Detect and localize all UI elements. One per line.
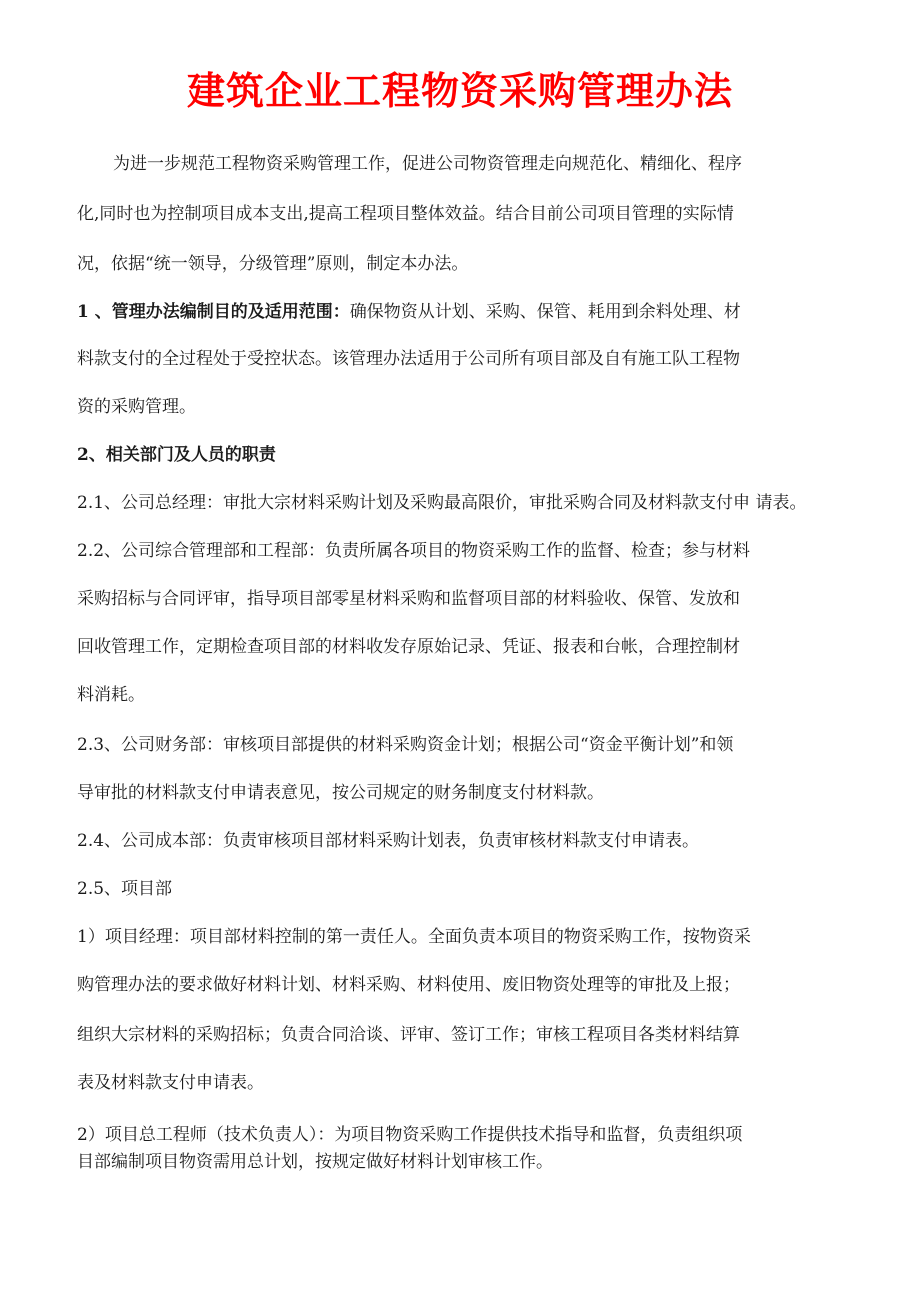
item-chief-engineer-line-1: 2）项目总工程师（技术负责人）：为项目物资采购工作提供技术指导和监督，负责组织项 [77, 1125, 743, 1145]
item-project-manager-line-2: 购管理办法的要求做好材料计划、材料采购、材料使用、废旧物资处理等的审批及上报； [77, 975, 740, 995]
intro-line-3: 况，依据“统一领导，分级管理”原则，制定本办法。 [77, 254, 469, 274]
item-2-4-line-1: 2.4、公司成本部：负责审核项目部材料采购计划表，负责审核材料款支付申请表。 [77, 831, 700, 851]
item-chief-engineer-line-2: 目部编制项目物资需用总计划，按规定做好材料计划审核工作。 [77, 1152, 553, 1172]
document-title: 建筑企业工程物资采购管理办法 [186, 69, 733, 113]
item-2-2-line-1: 2.2、公司综合管理部和工程部：负责所属各项目的物资采购工作的监督、检查；参与材料 [77, 541, 751, 561]
item-2-2-line-2: 采购招标与合同评审，指导项目部零星材料采购和监督项目部的材料验收、保管、发放和 [77, 589, 740, 609]
intro-line-2: 化,同时也为控制项目成本支出,提高工程项目整体效益。结合目前公司项目管理的实际情 [77, 204, 734, 224]
section-1-line-1 [77, 301, 741, 323]
item-project-manager-line-1: 1）项目经理：项目部材料控制的第一责任人。全面负责本项目的物资采购工作，按物资采 [77, 927, 751, 947]
item-project-manager-line-3: 组织大宗材料的采购招标；负责合同洽谈、评审、签订工作；审核工程项目各类材料结算 [77, 1025, 740, 1045]
item-2-3-line-2: 导审批的材料款支付申请表意见，按公司规定的财务制度支付材料款。 [77, 783, 604, 803]
item-project-manager-line-4: 表及材料款支付申请表。 [77, 1073, 264, 1093]
section-1-line-3: 资的采购管理。 [77, 397, 196, 417]
item-2-2-line-4: 料消耗。 [77, 685, 145, 705]
item-2-1-line-1: 2.1、公司总经理：审批大宗材料采购计划及采购最高限价，审批采购合同及材料款支付申 请表。 [77, 493, 807, 513]
item-2-2-line-3: 回收管理工作，定期检查项目部的材料收发存原始记录、凭证、报表和台帐，合理控制材 [77, 637, 740, 657]
section-1-line-2: 料款支付的全过程处于受控状态。该管理办法适用于公司所有项目部及自有施工队工程物 [77, 349, 740, 369]
section-2-heading: 2、相关部门及人员的职责 [77, 445, 276, 465]
item-2-5-heading: 2.5、项目部 [77, 879, 173, 899]
section-1-text: 确保物资从计划、采购、保管、耗用到余料处理、材 [349, 302, 741, 322]
intro-line-1: 为进一步规范工程物资采购管理工作，促进公司物资管理走向规范化、精细化、程序 [113, 154, 742, 174]
item-2-3-line-1: 2.3、公司财务部：审核项目部提供的材料采购资金计划；根据公司“资金平衡计划”和领 [77, 735, 734, 755]
section-1-heading: 1 、管理办法编制目的及适用范围： [77, 302, 350, 322]
